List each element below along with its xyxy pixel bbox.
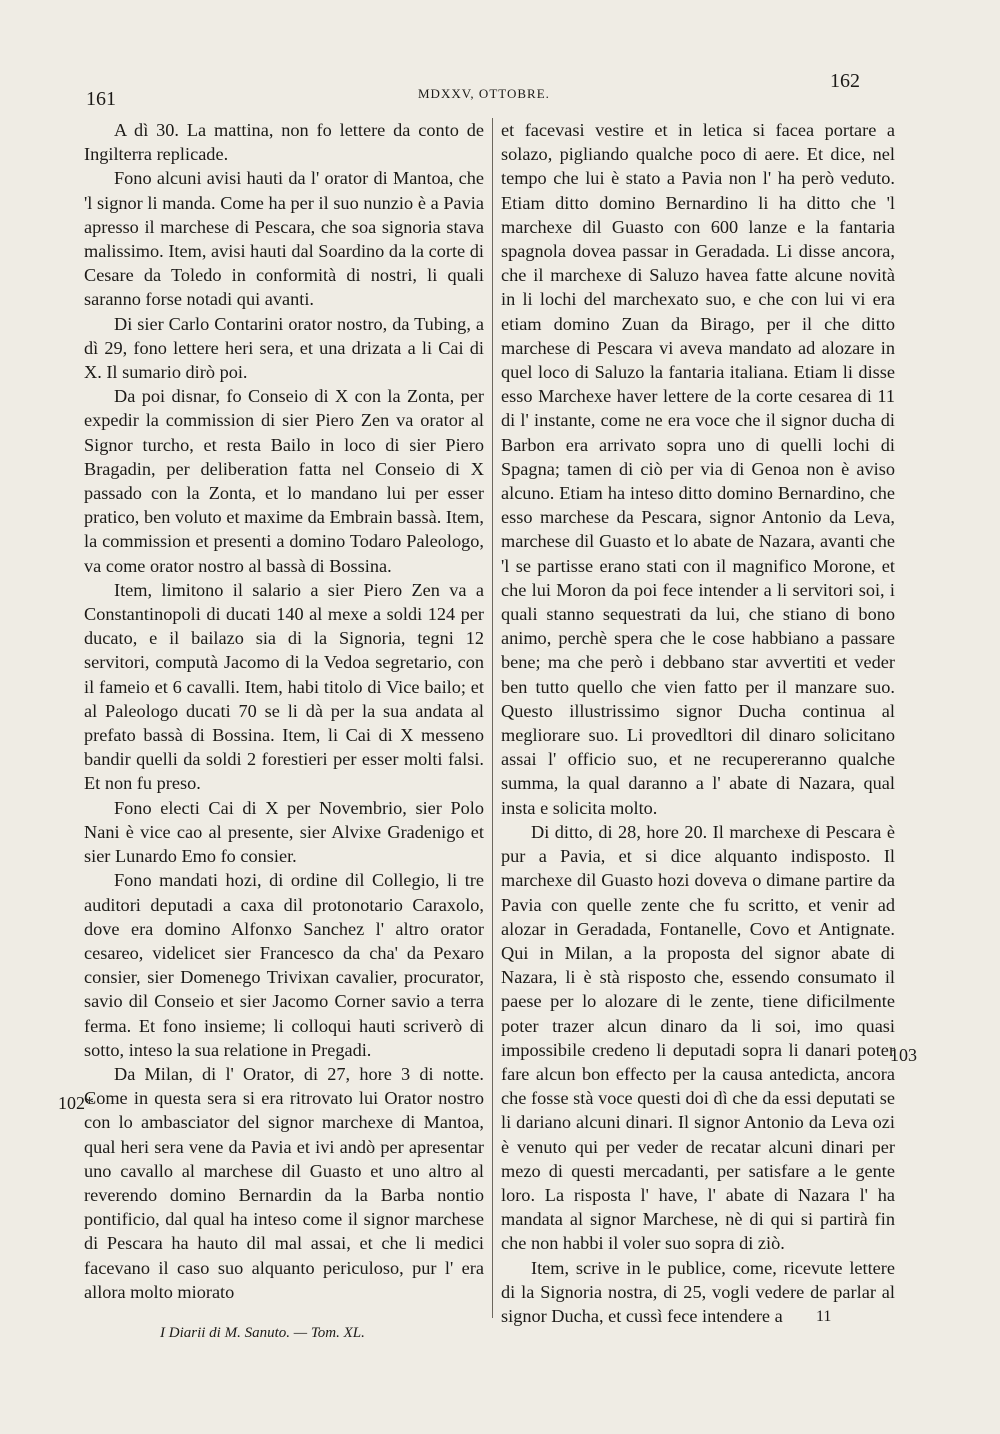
paragraph: A dì 30. La mattina, non fo lettere da conto de Ingilterra replicade. xyxy=(84,120,484,165)
footer-citation: I Diarii di M. Sanuto. — Tom. XL. xyxy=(160,1325,365,1341)
paragraph: Item, limitono il salario a sier Piero Zen va a Constantinopoli di ducati 140 al mexe a soldi 124 per ducato, e il bailazo sia di la Signoria, tegni 12 servitori, computà Jacomo di la Vedoa segretario, con il fameio et 6 cavalli. Item, habi titolo di Vice bailo; et al Paleologo ducati 70 se li dà per la sua andata al prefato bassà di Bossina. Item, li Cai di X messeno bandir quelli da soldi 2 forestieri per esser molti falsi. Et non fu preso. xyxy=(84,579,484,794)
paragraph: Di ditto, di 28, hore 20. Il marchexe di Pescara è pur a Pavia, et si dice alquanto indisposto. Il marchexe dil Guasto hozi doveva o dimane partire da Pavia con quelle zente che fu scritto, et venir ad alozar in Geradada, Fontanelle, Covo et Antignate. Qui in Milan, a la proposta del signor abate di Nazara, li è stà risposto che, essendo consumato il paese per lo alozare di le zente, tiene dificilmente poter trazer alcun dinaro da li soi, imo quasi impossibile credeno li deputadi sopra li danari poter fare alcun bon effecto per la causa antedicta, ancora che fosse stà voce questi doi dì che da essi deputati se li dariano alcuni dinari. Il signor Antonio da Leva ozi è venuto qui per veder de recatar alcuni dinari per mezo di questi mercadanti, per satisfare a le gente loro. La risposta l' have, l' abate di Nazara l' ha mandata al signor Marchese, nè di qui si partirà fin che non habbi il voler suo sopra di ziò. xyxy=(501,821,895,1254)
signature-mark: 11 xyxy=(816,1308,832,1325)
margin-page-ref-left: 102* xyxy=(58,1093,94,1113)
paragraph: Fono mandati hozi, di ordine dil Collegio, li tre auditori deputadi a caxa dil protonotario Caraxolo, dove era domino Alfonxo Sanchez l' altro orator cesareo, videlicet sier Francesco da cha' da Pexaro consier, sier Domenego Trivixan cavalier, procurator, savio dil Conseio et sier Jacomo Corner savio a terra ferma. Et fono insieme; li colloqui hauti scriverò di sotto, inteso la sua relatione in Pregadi. xyxy=(84,870,484,1060)
paragraph: Da poi disnar, fo Conseio di X con la Zonta, per expedir la commission di sier Piero Zen va orator al Signor turcho, et resta Bailo in loco di sier Piero Bragadin, per deliberation fatta nel Conseio di X passado con la Zonta, et lo mandano lui per esser pratico, ben voluto et maxime da Embrain bassà. Item, la commission et presenti a domino Todaro Paleologo, va come orator nostro al bassà di Bossina. xyxy=(84,386,484,576)
margin-page-ref-right: 103 xyxy=(890,1045,917,1065)
paragraph: Fono alcuni avisi hauti da l' orator di Mantoa, che 'l signor li manda. Come ha per il suo nunzio è a Pavia apresso il marchese di Pescara, che soa signoria stava malissimo. Item, avisi hauti dal Soardino da la corte di Cesare da Toledo in conformità di nostri, li quali saranno forse notadi qui avanti. xyxy=(84,168,484,310)
right-column xyxy=(501,118,895,1328)
paragraph: Da Milan, di l' Orator, di 27, hore 3 di notte. Come in questa sera si era ritrovato lui Orator nostro con lo ambasciator del signor marchexe di Mantoa, qual heri sera vene da Pavia et ivi andò per apresentar uno cavallo al marchese dil Guasto et uno altro al reverendo domino Bernardin da la Barba nontio pontificio, dal qual ha inteso come il signor marchese di Pescara ha hauto dil mal assai, et che li medici facevano il caso suo alquanto periculoso, pur l' era allora molto mioratо xyxy=(84,1063,484,1302)
paragraph: Item, scrive in le publice, come, ricevute lettere di la Signoria nostra, di 25, vogli vedere de parlar al signor Ducha, et cussì fece intendere a xyxy=(501,1257,895,1326)
paragraph: Di sier Carlo Contarini orator nostro, da Tubing, a dì 29, fono lettere heri sera, et una drizata a li Cai di X. Il sumario dirò poi. xyxy=(84,313,484,383)
paragraph: Fono electi Cai di X per Novembrio, sier Polo Nani è vice cao al presente, sier Alvixe Gradenigo et sier Lunardo Emo fo consier. xyxy=(84,797,484,867)
left-column xyxy=(84,118,484,1304)
column-divider xyxy=(492,118,493,1318)
paragraph: et facevasi vestire et in letica si facea portare a solazo, pigliando qualche poco di aere. Et dice, nel tempo che lui è stato a Pavia non l' ha però veduto. Etiam ditto domino Bernardino li ha ditto che 'l marchexe dil Guasto con 600 lanze e la fantaria spagnola dovea passar in Geradada. Li disse ancora, che il marchexe di Saluzo havea fatte alcune novità in li lochi del marchexato suo, e che con lui vi era etiam domino Zuan da Birago, per il che ditto marchese di Pescara vi aveva mandato ad alozare in quel loco di Saluzo la fantaria italiana. Etiam li disse esso Marchexe haver lettere de la corte cesarea di 11 di l' instante, come ne era voce che il signor ducha di Barbon era arrivato sopra uno di quelli lochi di Spagna; tamen di ciò per via di Genoa non è aviso alcuno. Etiam ha inteso ditto domino Bernardino, che esso marchese da Pescara, signor Antonio da Leva, marchese dil Guasto et lo abate de Nazara, avanti che 'l se partisse erano stati con il magnifico Morone, et che lui Moron da poi fece intender a li servitori soi, i quali stanno sequestrati da lui, che stiano di bono animo, perchè spera che le cose habbiano a passare bene; ma che però i debbano star avvertiti et veder ben tutto quello che vien fatto per il manzare suo. Questo illustrissimo signor Ducha continua al megliorare suo. Li provedltori dil dinaro solicitano assai l' officio suo, et ne recupereranno qualche summa, la qual daranno a l' abate di Nazara, qual insta e solicita molto. xyxy=(501,120,895,818)
running-title: MDXXV, OTTOBRE. xyxy=(418,86,550,101)
page-number-right: 162 xyxy=(830,70,860,92)
page-number-left: 161 xyxy=(86,88,116,110)
